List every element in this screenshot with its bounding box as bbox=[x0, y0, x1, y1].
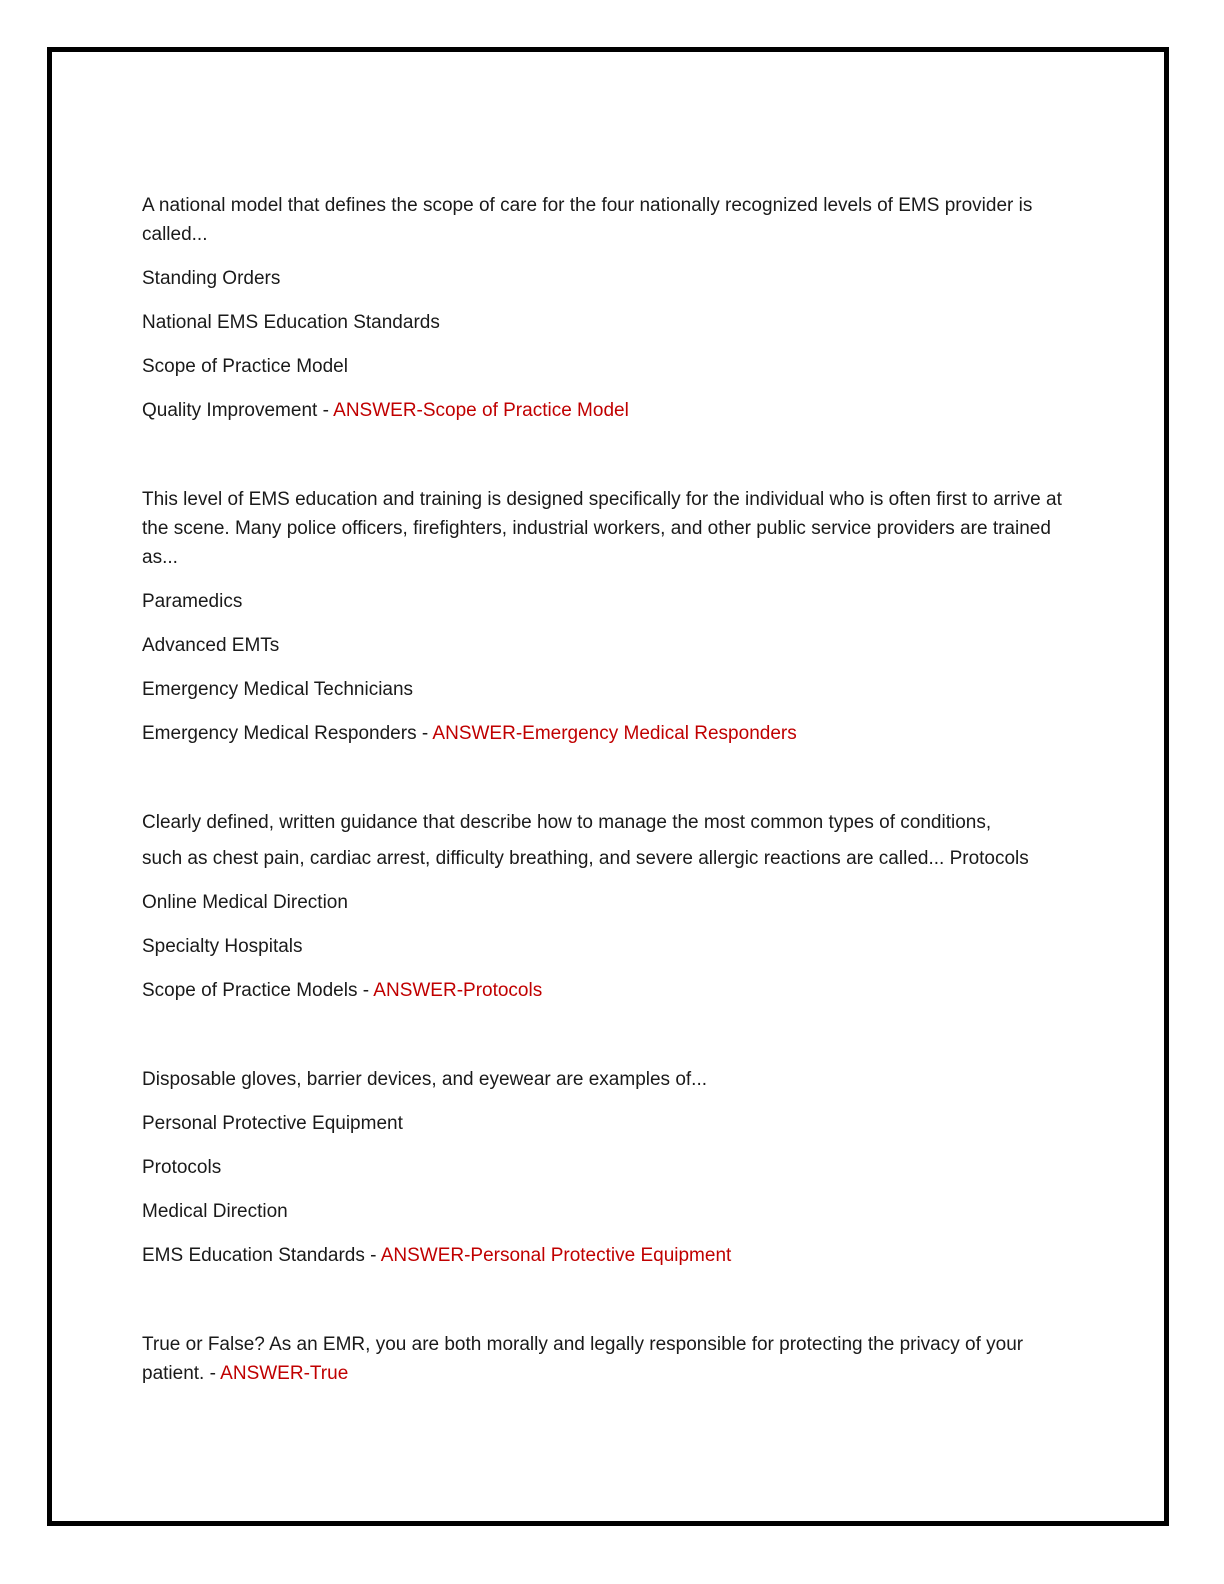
question-2-option-4-with-answer bbox=[142, 719, 1082, 748]
question-3-prompt-line-2: such as chest pain, cardiac arrest, difficulty breathing, and severe allergic reactions are called... Protocols bbox=[142, 848, 1029, 869]
question-1-prompt: A national model that defines the scope of care for the four nationally recognized levels of EMS provider is called... bbox=[142, 195, 1033, 245]
question-4-option-1: Personal Protective Equipment bbox=[142, 1113, 403, 1134]
answer-separator: - bbox=[204, 1363, 221, 1384]
question-block-1 bbox=[142, 191, 1082, 425]
question-1-option-4: Quality Improvement bbox=[142, 400, 318, 421]
answer-separator: - bbox=[416, 723, 433, 744]
answer-separator: - bbox=[357, 980, 374, 1001]
question-3-option-3: Scope of Practice Models bbox=[142, 980, 358, 1001]
question-2-option-2: Advanced EMTs bbox=[142, 635, 280, 656]
answer-separator: - bbox=[364, 1245, 381, 1266]
question-block-4 bbox=[142, 1065, 1082, 1270]
question-3-option-1: Online Medical Direction bbox=[142, 892, 348, 913]
question-5-prompt: True or False? As an EMR, you are both morally and legally responsible for protecting the privacy of your patient. bbox=[142, 1334, 1024, 1384]
question-3-option-3-with-answer bbox=[142, 976, 1082, 1005]
question-1-option-1: Standing Orders bbox=[142, 268, 281, 289]
question-2-option-1: Paramedics bbox=[142, 591, 243, 612]
question-5-answer: ANSWER-True bbox=[220, 1363, 349, 1384]
question-3-prompt bbox=[142, 808, 1082, 873]
question-2-option-4: Emergency Medical Responders bbox=[142, 723, 417, 744]
question-1-option-3: Scope of Practice Model bbox=[142, 356, 348, 377]
question-4-answer: ANSWER-Personal Protective Equipment bbox=[380, 1245, 732, 1266]
document-content bbox=[142, 191, 1082, 1403]
question-block-3 bbox=[142, 808, 1082, 1005]
question-1-option-2: National EMS Education Standards bbox=[142, 312, 440, 333]
question-2-answer: ANSWER-Emergency Medical Responders bbox=[432, 723, 797, 744]
question-block-5 bbox=[142, 1330, 1082, 1388]
question-4-option-4-with-answer bbox=[142, 1241, 1082, 1270]
question-1-answer: ANSWER-Scope of Practice Model bbox=[333, 400, 629, 421]
answer-separator: - bbox=[317, 400, 334, 421]
question-4-option-3: Medical Direction bbox=[142, 1201, 288, 1222]
question-4-option-2: Protocols bbox=[142, 1157, 222, 1178]
question-4-option-4: EMS Education Standards bbox=[142, 1245, 365, 1266]
question-2-option-3: Emergency Medical Technicians bbox=[142, 679, 414, 700]
question-3-prompt-line-1: Clearly defined, written guidance that describe how to manage the most common types of conditions, bbox=[142, 812, 992, 833]
question-3-option-2: Specialty Hospitals bbox=[142, 936, 303, 957]
question-2-prompt: This level of EMS education and training is designed specifically for the individual who is often first to arrive at the scene. Many police officers, firefighters, industrial workers, and other public service providers are trained as... bbox=[142, 489, 1062, 568]
question-block-2 bbox=[142, 485, 1082, 748]
question-5-prompt-with-answer bbox=[142, 1330, 1082, 1388]
question-3-answer: ANSWER-Protocols bbox=[373, 980, 543, 1001]
question-1-option-4-with-answer bbox=[142, 396, 1082, 425]
question-4-prompt: Disposable gloves, barrier devices, and eyewear are examples of... bbox=[142, 1069, 708, 1090]
